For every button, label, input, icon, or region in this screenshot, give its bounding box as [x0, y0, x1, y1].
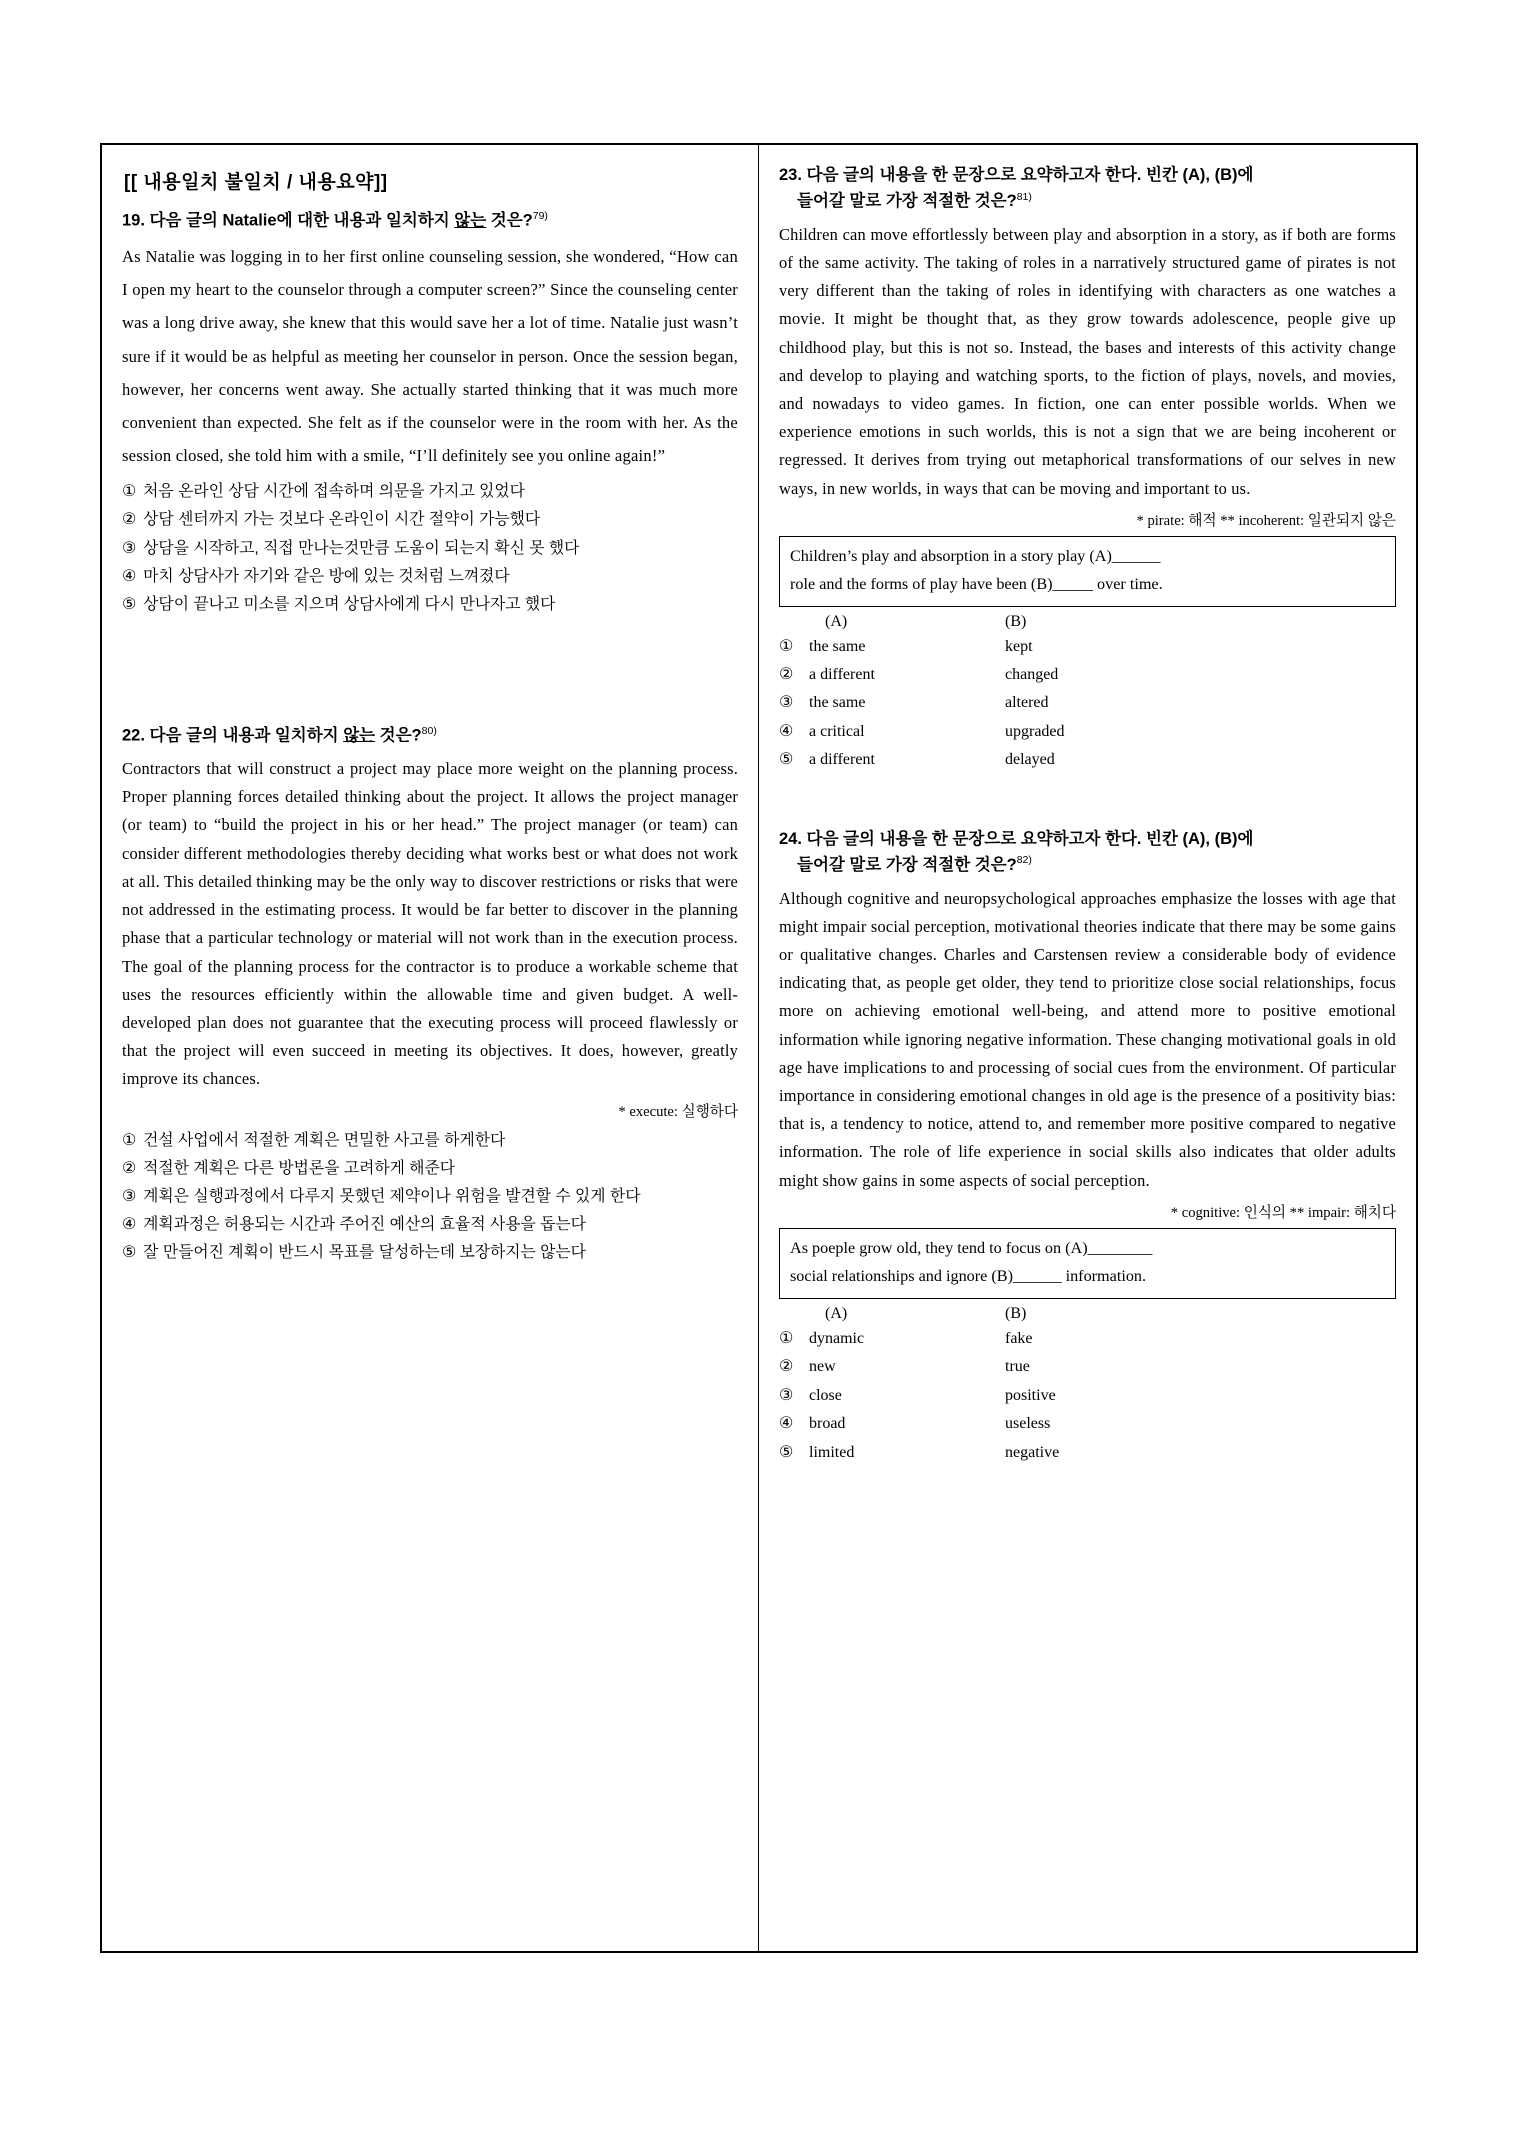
- question-22-number: 22.: [122, 726, 145, 745]
- option-row[interactable]: [779, 746, 1396, 774]
- question-19: [122, 208, 738, 619]
- choice-item[interactable]: [122, 506, 738, 534]
- question-22-prompt: [122, 723, 738, 749]
- choice-marker: ⑤: [122, 595, 137, 613]
- question-22-prompt-underline: 않는: [343, 726, 376, 745]
- option-row[interactable]: [779, 1353, 1396, 1381]
- section-header: [[ 내용일치 불일치 / 내용요약]]: [124, 172, 388, 193]
- option-a-value: limited: [809, 1443, 855, 1461]
- choice-item[interactable]: [122, 591, 738, 619]
- option-a-value: broad: [809, 1415, 846, 1433]
- summary-line-2: role and the forms of play have been (B)_____ over time.: [790, 574, 1163, 593]
- choice-item[interactable]: [122, 1155, 738, 1183]
- summary-line-2: social relationships and ignore (B)______ information.: [790, 1266, 1147, 1285]
- choice-label: 마치 상담사가 자기와 같은 방에 있는 것처럼 느껴졌다: [143, 567, 510, 585]
- column-header-b: (B): [1005, 612, 1027, 630]
- question-23-prompt-line1: 다음 글의 내용을 한 문장으로 요약하고자 한다. 빈칸 (A), (B)에: [806, 166, 1254, 184]
- choice-label: 상담이 끝나고 미소를 지으며 상담사에게 다시 만나자고 했다: [143, 595, 556, 613]
- option-row[interactable]: [779, 633, 1396, 661]
- right-column: [759, 145, 1416, 1951]
- option-b-value: changed: [1005, 666, 1059, 683]
- option-b-value: positive: [1005, 1386, 1056, 1404]
- column-gap: [122, 671, 738, 723]
- choice-item[interactable]: [122, 478, 738, 506]
- choice-label: 적절한 계획은 다른 방법론을 고려하게 해준다: [143, 1159, 456, 1177]
- summary-line-1: Children’s play and absorption in a story play (A)______: [790, 546, 1161, 565]
- option-marker: ③: [779, 694, 794, 712]
- option-marker: ①: [779, 637, 794, 655]
- choice-marker: ③: [122, 539, 137, 557]
- option-a-value: a different: [809, 666, 875, 683]
- question-24-number: 24.: [779, 829, 802, 848]
- choice-label: 처음 온라인 상담 시간에 접속하며 의문을 가지고 있었다: [143, 483, 525, 501]
- option-a-value: the same: [809, 694, 866, 712]
- choice-label: 계획은 실행과정에서 다루지 못했던 제약이나 위험을 발견할 수 있게 한다: [143, 1187, 641, 1205]
- question-19-number: 19.: [122, 211, 145, 230]
- choice-marker: ⑤: [122, 1244, 137, 1262]
- choice-item[interactable]: [122, 1239, 738, 1267]
- question-19-prompt-underline: 않는: [454, 211, 487, 230]
- question-22: [122, 723, 738, 1267]
- option-marker: ③: [779, 1386, 794, 1404]
- question-19-prompt: [122, 208, 738, 234]
- column-header-a: (A): [825, 1304, 848, 1322]
- option-row[interactable]: [779, 689, 1396, 717]
- choice-label: 상담을 시작하고, 직접 만나는것만큼 도움이 되는지 확신 못 했다: [143, 539, 580, 557]
- question-24: [779, 827, 1396, 1467]
- question-23-number: 23.: [779, 166, 802, 184]
- question-19-passage: As Natalie was logging in to her first online counseling session, she wondered, “How can I open my heart to the counselor through a computer screen?” Since the counseling center was a long drive away, she knew that this would save her a lot of time. Natalie just wasn’t sure if it would be as helpful as meeting her counselor in person. Once the session began, however, her concerns went away. She actually started thinking that it was much more convenient than expected. She felt as if the counselor were in the room with her. As the session closed, she told him with a smile, “I’ll definitely see you online again!”: [122, 247, 738, 466]
- choice-marker: ①: [122, 1131, 137, 1149]
- option-marker: ②: [779, 666, 794, 683]
- option-row[interactable]: [779, 1382, 1396, 1410]
- option-a-value: a critical: [809, 722, 865, 740]
- option-marker: ④: [779, 722, 794, 740]
- option-marker: ④: [779, 1415, 794, 1433]
- question-24-summary-box: [779, 1228, 1396, 1299]
- question-19-prompt-post: 것은?: [486, 211, 533, 230]
- question-24-options: [779, 1325, 1396, 1467]
- choice-marker: ④: [122, 1215, 137, 1233]
- column-header-a: (A): [825, 612, 848, 630]
- option-b-value: negative: [1005, 1443, 1060, 1461]
- question-24-prompt-line1: 다음 글의 내용을 한 문장으로 요약하고자 한다. 빈칸 (A), (B)에: [806, 829, 1254, 848]
- option-row[interactable]: [779, 1410, 1396, 1438]
- option-row[interactable]: [779, 1325, 1396, 1353]
- option-a-value: dynamic: [809, 1329, 865, 1347]
- option-b-value: altered: [1005, 694, 1049, 712]
- option-b-value: upgraded: [1005, 722, 1065, 740]
- choice-marker: ②: [122, 1159, 137, 1177]
- choice-marker: ④: [122, 567, 137, 585]
- question-24-footnote-marker: 82): [1016, 854, 1032, 867]
- choice-marker: ②: [122, 511, 137, 529]
- option-a-value: close: [809, 1386, 842, 1404]
- option-b-value: delayed: [1005, 751, 1055, 769]
- question-19-footnote-marker: 79): [532, 210, 548, 222]
- option-row[interactable]: [779, 718, 1396, 746]
- question-22-footnote: * execute: 실행하다: [618, 1103, 738, 1120]
- question-23: [779, 163, 1396, 775]
- choice-item[interactable]: [122, 1183, 738, 1211]
- left-column: [102, 145, 759, 1951]
- option-row[interactable]: [779, 1439, 1396, 1467]
- question-23-prompt-line2: 들어갈 말로 가장 적절한 것은?: [797, 192, 1017, 211]
- option-a-value: a different: [809, 751, 875, 769]
- option-marker: ②: [779, 1358, 794, 1376]
- question-24-footnote: * cognitive: 인식의 ** impair: 해치다: [1170, 1204, 1396, 1221]
- question-22-choices: [122, 1127, 738, 1268]
- choice-label: 건설 사업에서 적절한 계획은 면밀한 사고를 하게한다: [143, 1131, 506, 1149]
- question-24-option-headers: [779, 1305, 1396, 1323]
- column-header-b: (B): [1005, 1304, 1027, 1322]
- summary-line-1: As poeple grow old, they tend to focus on (A)________: [790, 1238, 1153, 1257]
- question-23-summary-box: [779, 536, 1396, 607]
- option-a-value: the same: [809, 637, 866, 655]
- choice-item[interactable]: [122, 1127, 738, 1155]
- question-23-footnote-marker: 81): [1016, 190, 1032, 203]
- question-24-prompt: [779, 827, 1396, 879]
- question-23-prompt: [779, 163, 1396, 215]
- choice-marker: ①: [122, 483, 137, 501]
- question-22-prompt-post: 것은?: [375, 726, 422, 745]
- choice-item[interactable]: [122, 535, 738, 563]
- option-b-value: fake: [1005, 1329, 1033, 1347]
- question-19-prompt-pre: 다음 글의 Natalie에 대한 내용과 일치하지: [149, 211, 455, 230]
- column-gap: [122, 619, 738, 671]
- question-23-passage: Children can move effortlessly between play and absorption in a story, as if both are forms of the same activity. The taking of roles in a narratively structured game of pirates is not very different than the taking of roles in identifying with characters as one watches a movie. It might be thought that, as they grow towards adolescence, people give up childhood play, but this is not so. Instead, the bases and interests of this activity change and develop to playing and watching sports, to the fiction of plays, novels, and movies, and nowadays to video games. In fiction, one can enter possible worlds. When we experience emotions in such worlds, this is not a sign that we are being incoherent or regressed. It derives from trying out metaphorical transformations of our selves in new ways, in new worlds, in ways that can be moving and important to us.: [779, 224, 1396, 498]
- question-23-options: [779, 633, 1396, 775]
- choice-item[interactable]: [122, 1211, 738, 1239]
- question-24-prompt-line2: 들어갈 말로 가장 적절한 것은?: [797, 855, 1017, 874]
- question-22-prompt-pre: 다음 글의 내용과 일치하지: [149, 726, 344, 745]
- option-marker: ⑤: [779, 1443, 794, 1461]
- choice-label: 계획과정은 허용되는 시간과 주어진 예산의 효율적 사용을 돕는다: [143, 1215, 586, 1233]
- question-22-passage: Contractors that will construct a project may place more weight on the planning process. Proper planning forces detailed thinking about the project. It allows the project manager (or team) to “build the project in his or her head.” The project manager (or team) can consider different methodologies thereby deciding what works best or what does not work at all. This detailed thinking may be the only way to discover restrictions or risks that were not addressed in the estimating process. It would be far better to discover in the planning phase that a particular technology or material will not work than in the execution process. The goal of the planning process for the contractor is to produce a workable scheme that uses the resources efficiently within the allowable time and given budget. A well-developed plan does not guarantee that the executing process will proceed flawlessly or that the project will even succeed in meeting its objectives. It does, however, greatly improve its chances.: [122, 758, 738, 1089]
- choice-marker: ③: [122, 1187, 137, 1205]
- option-marker: ⑤: [779, 751, 794, 769]
- option-a-value: new: [809, 1358, 836, 1376]
- choice-item[interactable]: [122, 563, 738, 591]
- option-b-value: useless: [1005, 1415, 1051, 1433]
- column-gap: [779, 775, 1396, 827]
- question-23-option-headers: [779, 613, 1396, 631]
- choice-label: 상담 센터까지 가는 것보다 온라인이 시간 절약이 가능했다: [143, 511, 541, 529]
- question-22-footnote-marker: 80): [421, 724, 437, 737]
- option-b-value: kept: [1005, 637, 1033, 655]
- question-23-footnote: * pirate: 해적 ** incoherent: 일관되지 않은: [1136, 512, 1396, 529]
- option-b-value: true: [1005, 1358, 1030, 1376]
- question-24-passage: Although cognitive and neuropsychological approaches emphasize the losses with age that might impair social perception, motivational theories indicate that there may be some gains or qualitative changes. Charles and Carstensen review a considerable body of evidence indicating that, as people get older, they tend to prioritize close social relationships, focus more on achieving emotional well-being, and attend more to positive emotional information while ignoring negative information. These changing motivational goals in old age have implications to and processing of social cues from the environment. Of particular importance in considering emotional changes in old age is the presence of a positivity bias: that is, a tendency to notice, attend to, and remember more positive compared to negative information. The role of life experience in social skills also indicates that older adults might show gains in some aspects of social perception.: [779, 888, 1396, 1190]
- option-row[interactable]: [779, 661, 1396, 689]
- choice-label: 잘 만들어진 계획이 반드시 목표를 달성하는데 보장하지는 않는다: [143, 1244, 586, 1262]
- option-marker: ①: [779, 1329, 794, 1347]
- question-19-choices: [122, 478, 738, 619]
- worksheet-page: [100, 143, 1418, 1953]
